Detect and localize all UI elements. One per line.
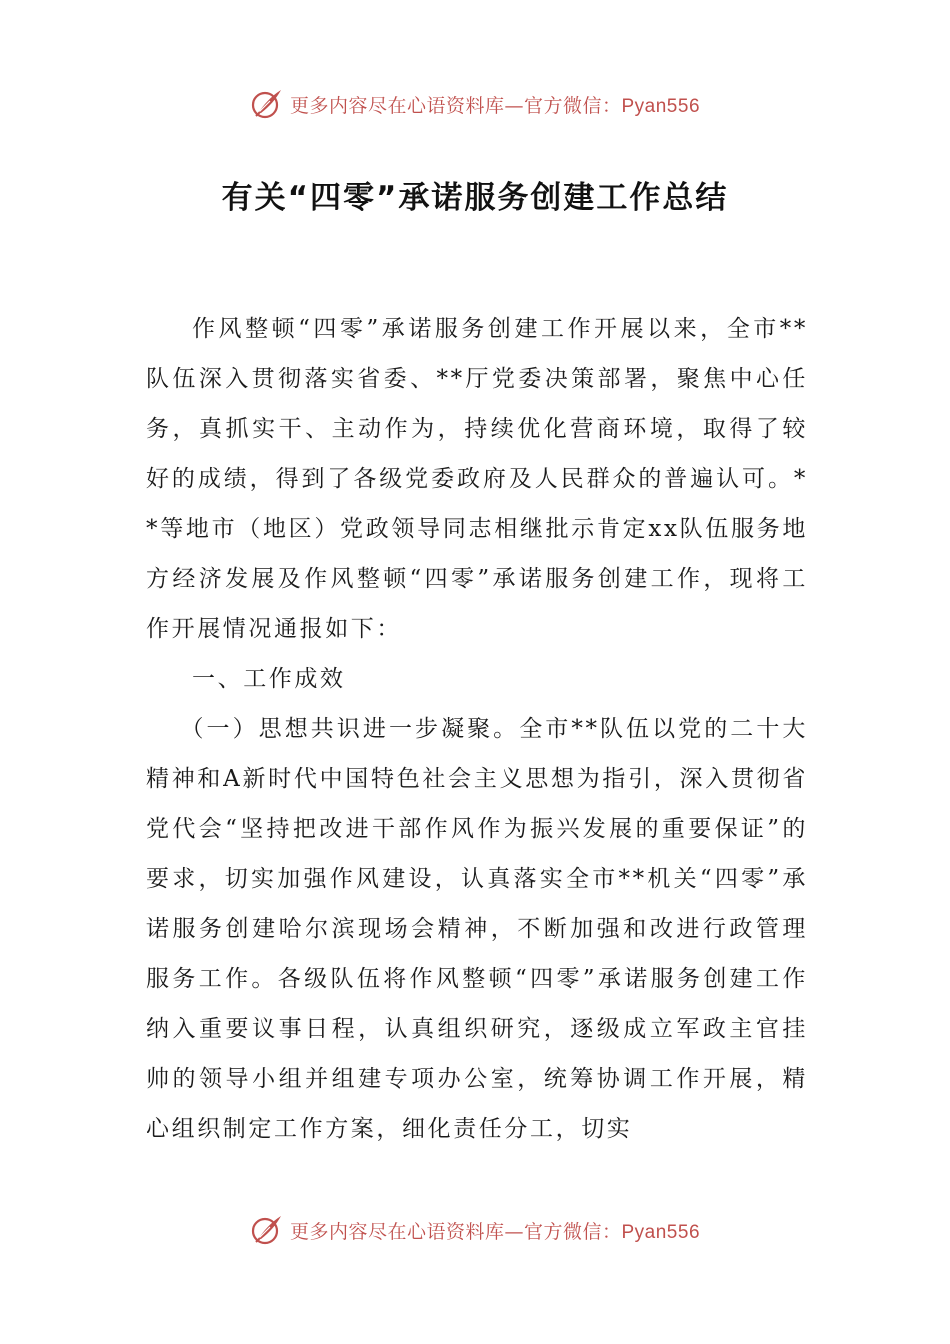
header-watermark-text: [290, 91, 700, 118]
footer-watermark-banner: [0, 1210, 950, 1250]
header-watermark-label: 更多内容尽在心语资料库—官方微信：: [289, 94, 622, 117]
footer-watermark-label: 更多内容尽在心语资料库—官方微信：: [289, 1220, 622, 1243]
subsection-paragraph-consensus: （一）思想共识进一步凝聚。全市**队伍以党的二十大精神和A新时代中国特色社会主义思想为指引，深入贯彻省党代会“坚持把改进干部作风作为振兴发展的重要保证”的要求，切实加强作风建设，认真落实全市**机关“四零”承诺服务创建哈尔滨现场会精神，不断加强和改进行政管理服务工作。各级队伍将作风整顿“四零”承诺服务创建工作纳入重要议事日程，认真组织研究，逐级成立军政主官挂帅的领导小组并组建专项办公室，统筹协调工作开展，精心组织制定工作方案，细化责任分工，切实: [146, 716, 808, 1142]
quill-pen-logo-icon: [250, 1213, 284, 1247]
footer-watermark-text: [290, 1217, 700, 1244]
quill-pen-logo-icon: [250, 87, 284, 121]
footer-wechat-id: Pyan556: [621, 1221, 701, 1243]
document-body: [146, 304, 808, 1154]
header-watermark-banner: [0, 84, 950, 124]
document-title: 有关“四零”承诺服务创建工作总结: [221, 180, 729, 216]
header-wechat-id: Pyan556: [621, 95, 701, 117]
intro-paragraph: 作风整顿“四零”承诺服务创建工作开展以来，全市**队伍深入贯彻落实省委、**厅党委决策部署，聚焦中心任务，真抓实干、主动作为，持续优化营商环境，取得了较好的成绩，得到了各级党委政府及人民群众的普遍认可。**等地市（地区）党政领导同志相继批示肯定xx队伍服务地方经济发展及作风整顿“四零”承诺服务创建工作，现将工作开展情况通报如下：: [146, 316, 808, 642]
section-heading-work-results: 一、工作成效: [192, 666, 346, 692]
